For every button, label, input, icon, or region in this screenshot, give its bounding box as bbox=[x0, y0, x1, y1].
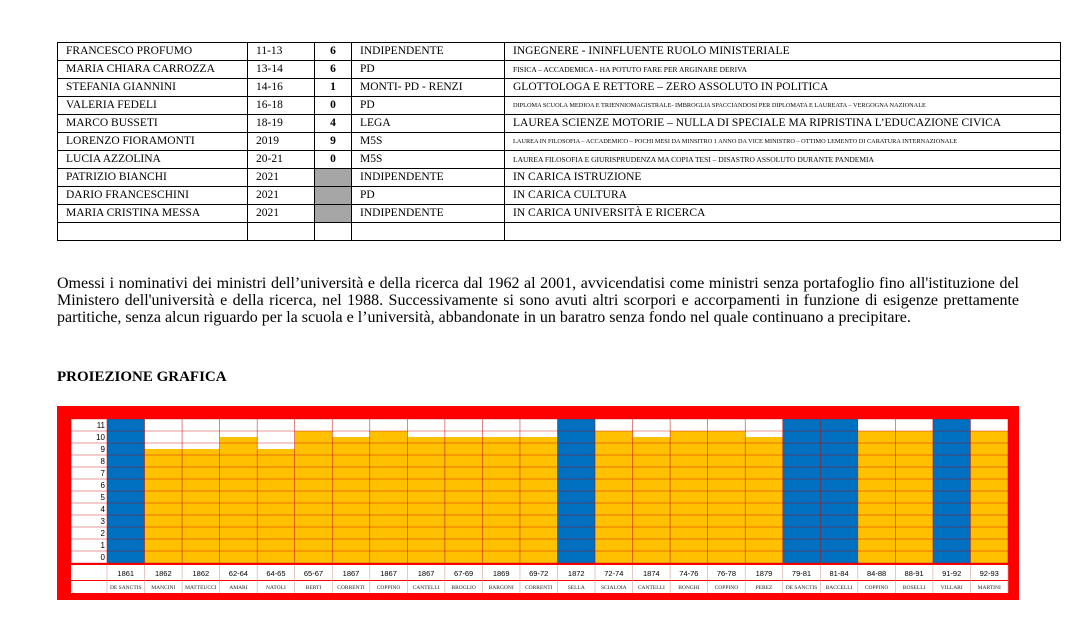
y-tick-label: 0 bbox=[100, 553, 105, 562]
minister-label: VILLARI bbox=[940, 585, 963, 591]
minister-label: BOSELLI bbox=[902, 585, 926, 591]
term-period-cell: 20-21 bbox=[248, 151, 315, 169]
category-label: 74-76 bbox=[679, 569, 699, 578]
category-label: 79-81 bbox=[791, 569, 812, 578]
y-tick-label: 5 bbox=[100, 493, 105, 502]
section-heading: PROIEZIONE GRAFICA bbox=[57, 369, 227, 385]
assessment-note-cell: IN CARICA UNIVERSITÀ E RICERCA bbox=[505, 205, 1061, 223]
term-period-cell: 2021 bbox=[248, 205, 315, 223]
score-cell: 9 bbox=[315, 133, 352, 151]
category-label: 81-84 bbox=[829, 569, 849, 578]
minister-name-cell: DARIO FRANCESCHINI bbox=[58, 187, 248, 205]
score-cell bbox=[315, 169, 352, 187]
table-row bbox=[58, 97, 1061, 115]
category-label: 1874 bbox=[643, 569, 660, 578]
minister-label: COPPINO bbox=[376, 585, 401, 591]
minister-name-cell: PATRIZIO BIANCHI bbox=[58, 169, 248, 187]
bar bbox=[445, 437, 483, 563]
category-label: 91-92 bbox=[942, 569, 962, 578]
minister-label: COPPINO bbox=[864, 585, 889, 591]
bar bbox=[633, 437, 671, 563]
minister-label: MARTINI bbox=[977, 585, 1001, 591]
minister-label: SELLA bbox=[567, 585, 585, 591]
assessment-note-cell: FISICA – ACCADEMICA - HA POTUTO FARE PER ARGINARE DERIVA bbox=[505, 61, 1061, 79]
chart-svg bbox=[57, 406, 1019, 600]
minister-label: CORRENTI bbox=[524, 585, 553, 591]
minister-label: CANTELLI bbox=[412, 585, 440, 591]
category-label: 69-72 bbox=[529, 569, 549, 578]
bar bbox=[970, 431, 1008, 563]
term-period-cell bbox=[248, 223, 315, 241]
assessment-note-cell: GLOTTOLOGA E RETTORE – ZERO ASSOLUTO IN POLITICA bbox=[505, 79, 1061, 97]
minister-name-cell: STEFANIA GIANNINI bbox=[58, 79, 248, 97]
party-cell: PD bbox=[352, 187, 505, 205]
table-row bbox=[58, 115, 1061, 133]
score-cell: 6 bbox=[315, 61, 352, 79]
term-period-cell: 13-14 bbox=[248, 61, 315, 79]
table-row bbox=[58, 205, 1061, 223]
assessment-note-cell: IN CARICA ISTRUZIONE bbox=[505, 169, 1061, 187]
assessment-note-cell: LAUREA SCIENZE MOTORIE – NULLA DI SPECIALE MA RIPRISTINA L’EDUCAZIONE CIVICA bbox=[505, 115, 1061, 133]
bar bbox=[595, 431, 633, 563]
term-period-cell: 14-16 bbox=[248, 79, 315, 97]
y-tick-label: 2 bbox=[100, 529, 105, 538]
minister-label: CORRENTI bbox=[337, 585, 365, 591]
minister-name-cell: FRANCESCO PROFUMO bbox=[58, 43, 248, 61]
party-cell: M5S bbox=[352, 151, 505, 169]
category-label: 65-67 bbox=[303, 569, 324, 578]
y-tick-label: 6 bbox=[100, 481, 105, 490]
table-row bbox=[58, 169, 1061, 187]
assessment-note-cell: LAUREA IN FILOSOFIA – ACCADEMICO – POCHI MESI DA MINSITRO 1 ANNO DA VICE MINISTRO – OTTIMO LEMENTO DI CARATURA INTERNAZIONALE bbox=[505, 133, 1061, 151]
category-label: 72-74 bbox=[604, 569, 624, 578]
assessment-note-cell: IN CARICA CULTURA bbox=[505, 187, 1061, 205]
minister-label: BARGONI bbox=[488, 585, 514, 591]
minister-name-cell bbox=[58, 223, 248, 241]
y-tick-label: 8 bbox=[100, 457, 105, 466]
minister-label: DE SANCTIS bbox=[785, 585, 818, 591]
minister-name-labels bbox=[57, 582, 1019, 594]
category-label: 76-78 bbox=[716, 569, 737, 578]
omitted-ministers-paragraph: Omessi i nominativi dei ministri dell’università e della ricerca dal 1962 al 2001, avvicendatisi come ministri senza portafoglio fino all'istituzione del Ministero dell'università e della ricerca, nel 1988. Successivamente si sono avuti altri scorpori e accorpamenti in funzione di esigenze prettamente partitiche, senza alcun riguardo per la scuola e l’università, abbandonate in un baratro senza fondo nel quale continuano a precipitare. bbox=[57, 275, 1019, 327]
category-label: 1862 bbox=[192, 569, 210, 578]
table-row bbox=[58, 151, 1061, 169]
category-label: 64-65 bbox=[266, 569, 286, 578]
table-row bbox=[58, 133, 1061, 151]
category-label: 62-64 bbox=[228, 569, 248, 578]
bar bbox=[745, 437, 783, 563]
minister-label: BROGLIO bbox=[451, 585, 476, 591]
minister-label: MATTEUCCI bbox=[185, 585, 217, 591]
y-tick-label: 9 bbox=[100, 445, 105, 454]
term-period-cell: 18-19 bbox=[248, 115, 315, 133]
party-cell: M5S bbox=[352, 133, 505, 151]
minister-label: MANCINI bbox=[151, 585, 176, 591]
party-cell: PD bbox=[352, 97, 505, 115]
bar bbox=[145, 449, 183, 563]
y-tick-label: 4 bbox=[100, 505, 105, 514]
category-label: 1879 bbox=[755, 569, 773, 578]
minister-label: BONGHI bbox=[678, 585, 700, 591]
bar bbox=[520, 437, 558, 563]
minister-label: CANTELLI bbox=[637, 585, 665, 591]
assessment-note-cell: INGEGNERE - ININFLUENTE RUOLO MINISTERIALE bbox=[505, 43, 1061, 61]
category-label: 1867 bbox=[417, 569, 435, 578]
bar bbox=[370, 431, 408, 563]
party-cell: LEGA bbox=[352, 115, 505, 133]
ministers-bar-chart bbox=[57, 406, 1019, 600]
score-cell: 0 bbox=[315, 97, 352, 115]
category-label: 92-93 bbox=[979, 569, 999, 578]
table-row bbox=[58, 187, 1061, 205]
party-cell: MONTI- PD - RENZI bbox=[352, 79, 505, 97]
bar bbox=[670, 431, 708, 563]
bar bbox=[708, 431, 746, 563]
bar bbox=[182, 449, 220, 563]
score-cell: 1 bbox=[315, 79, 352, 97]
bar bbox=[257, 449, 295, 563]
table-row bbox=[58, 223, 1061, 241]
y-tick-label: 11 bbox=[96, 421, 105, 430]
table-row bbox=[58, 61, 1061, 79]
minister-label: COPPINO bbox=[714, 585, 739, 591]
bar bbox=[220, 437, 258, 563]
minister-name-cell: MARIA CRISTINA MESSA bbox=[58, 205, 248, 223]
score-cell: 0 bbox=[315, 151, 352, 169]
bar bbox=[332, 437, 370, 563]
party-cell bbox=[352, 223, 505, 241]
party-cell: INDIPENDENTE bbox=[352, 205, 505, 223]
score-cell: 4 bbox=[315, 115, 352, 133]
assessment-note-cell: LAUREA FILOSOFIA E GIURISPRUDENZA MA COPIA TESI – DISASTRO ASSOLUTO DURANTE PANDEMIA bbox=[505, 151, 1061, 169]
minister-name-cell: LORENZO FIORAMONTI bbox=[58, 133, 248, 151]
minister-label: DE SANCTIS bbox=[109, 585, 142, 591]
minister-label: BACCELLI bbox=[825, 585, 853, 591]
minister-label: SCIALOIA bbox=[600, 585, 627, 591]
category-label: 1869 bbox=[492, 569, 510, 578]
table-row bbox=[58, 43, 1061, 61]
assessment-note-cell: DIPLOMA SCUOLA MEDIOA E TRIENNIOMAGISTRALE- IMBROGLIA SPACCIANDOSI PER DIPLOMATA E LAUREATA – VERGOGNA NAZIONALE bbox=[505, 97, 1061, 115]
category-label: 1872 bbox=[567, 569, 585, 578]
score-cell bbox=[315, 187, 352, 205]
category-label: 1861 bbox=[117, 569, 135, 578]
y-tick-label: 7 bbox=[100, 469, 105, 478]
y-tick-label: 3 bbox=[100, 517, 105, 526]
table-row bbox=[58, 79, 1061, 97]
minister-name-cell: MARIA CHIARA CARROZZA bbox=[58, 61, 248, 79]
term-period-cell: 16-18 bbox=[248, 97, 315, 115]
category-label: 1867 bbox=[380, 569, 397, 578]
minister-label: NATOLI bbox=[266, 585, 286, 591]
score-cell: 6 bbox=[315, 43, 352, 61]
ministers-table bbox=[57, 42, 1061, 241]
bar bbox=[858, 431, 896, 563]
bar bbox=[295, 431, 333, 563]
category-label: 67-69 bbox=[454, 569, 474, 578]
score-cell bbox=[315, 223, 352, 241]
assessment-note-cell bbox=[505, 223, 1061, 241]
term-period-cell: 2021 bbox=[248, 169, 315, 187]
minister-label: BERTI bbox=[305, 585, 322, 591]
bar bbox=[482, 437, 520, 563]
score-cell bbox=[315, 205, 352, 223]
party-cell: INDIPENDENTE bbox=[352, 169, 505, 187]
party-cell: INDIPENDENTE bbox=[352, 43, 505, 61]
y-tick-label: 1 bbox=[100, 541, 105, 550]
category-label: 84-88 bbox=[867, 569, 887, 578]
minister-label: AMARI bbox=[229, 585, 248, 591]
minister-label: PEREZ bbox=[755, 585, 773, 591]
y-tick-label: 10 bbox=[96, 433, 105, 442]
category-label: 1867 bbox=[342, 569, 360, 578]
party-cell: PD bbox=[352, 61, 505, 79]
category-label: 1862 bbox=[154, 569, 172, 578]
minister-name-cell: MARCO BUSSETI bbox=[58, 115, 248, 133]
term-period-cell: 11-13 bbox=[248, 43, 315, 61]
term-period-cell: 2021 bbox=[248, 187, 315, 205]
minister-name-cell: VALERIA FEDELI bbox=[58, 97, 248, 115]
term-period-cell: 2019 bbox=[248, 133, 315, 151]
bar bbox=[895, 431, 933, 563]
minister-name-cell: LUCIA AZZOLINA bbox=[58, 151, 248, 169]
bar bbox=[407, 437, 445, 563]
category-label: 88-91 bbox=[904, 569, 924, 578]
